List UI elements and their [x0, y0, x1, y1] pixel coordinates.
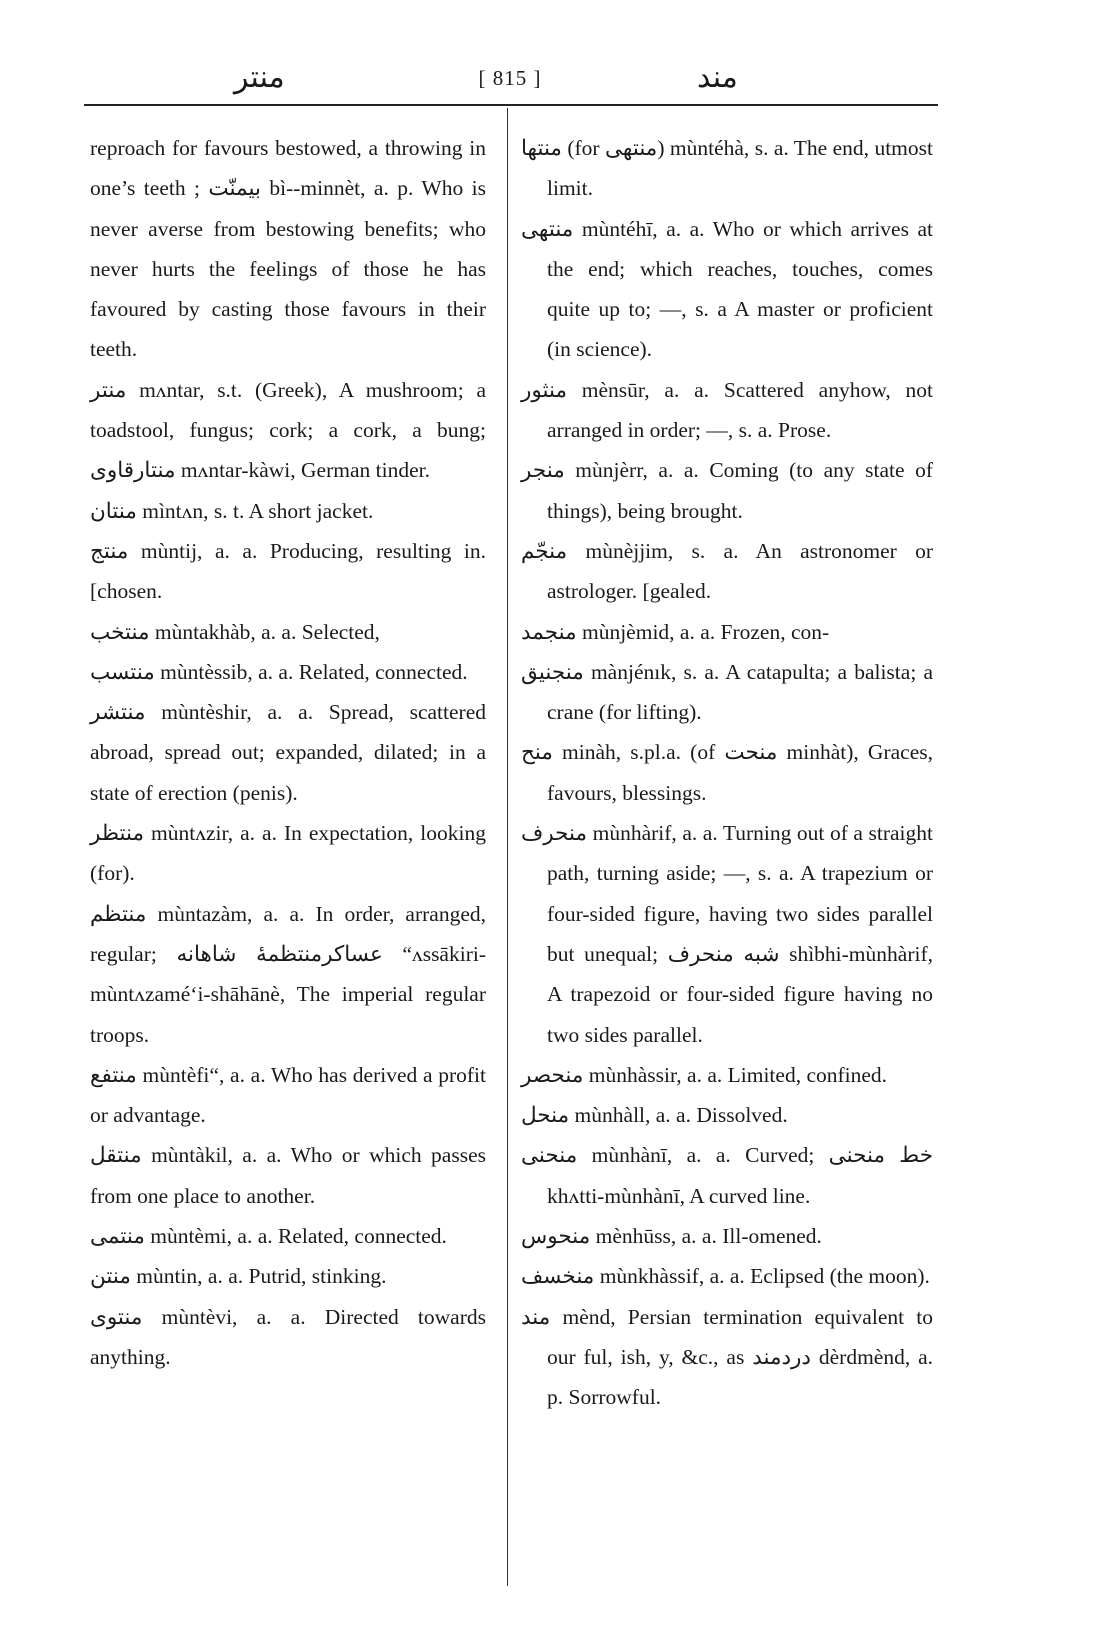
dictionary-entry: منخسف mùnkhàssif, a. a. Eclipsed (the moon).	[521, 1264, 930, 1289]
dictionary-entry: منجر mùnjèrr, a. a. Coming (to any state of things), being brought.	[521, 458, 933, 523]
dictionary-entry: منحرف mùnhàrif, a. a. Turning out of a straight path, turning aside; —, s. a. A trapezium or four-sided figure, having two sides parallel but unequal; شبه منحرف shìbhi-mùnhàrif, A trapezoid or four-sided figure having no two sides parallel.	[521, 821, 933, 1047]
dictionary-entry: منحل mùnhàll, a. a. Dissolved.	[521, 1103, 788, 1128]
dictionary-entry: منح minàh, s.pl.a. (of منحت minhàt), Graces, favours, blessings.	[521, 740, 933, 805]
left-catchword: منتر	[234, 61, 285, 94]
dictionary-entry: منتشر mùntèshir, a. a. Spread, scattered abroad, spread out; expanded, dilated; in a state of erection (penis).	[90, 700, 486, 805]
right-column	[521, 128, 933, 1418]
dictionary-entry: منتفع mùntèfi“, a. a. Who has derived a profit or advantage.	[90, 1062, 486, 1128]
page-number: [ 815 ]	[478, 66, 542, 90]
column-divider	[507, 108, 508, 1586]
header-rule	[84, 104, 938, 106]
running-header	[84, 60, 936, 104]
dictionary-entry: reproach for favours bestowed, a throwing in one’s teeth ; بيمنّت bì--minnèt, a. p. Who is never averse from bestowing benefits; who never hurts the feelings of those he has favoured by casting those favours in their teeth.	[90, 136, 486, 362]
dictionary-entry: منحوس mènhūss, a. a. Ill-omened.	[521, 1224, 822, 1249]
dictionary-entry: منتان mìntʌn, s. t. A short jacket.	[90, 498, 374, 523]
dictionary-entry: مند mènd, Persian termination equivalent to our ful, ish, y, &c., as دردمند dèrdmènd, a. p. Sorrowful.	[521, 1304, 933, 1410]
dictionary-entry: منحصر mùnhàssir, a. a. Limited, confined.	[521, 1062, 888, 1087]
dictionary-entry: منتظر mùntʌzir, a. a. In expectation, looking (for).	[90, 821, 486, 886]
dictionary-entry: منتخب mùntakhàb, a. a. Selected,	[90, 619, 380, 644]
dictionary-entry: منتسب mùntèssib, a. a. Related, connected.	[90, 659, 468, 684]
right-catchword: مند	[697, 61, 738, 94]
dictionary-entry: منتمى mùntèmi, a. a. Related, connected.	[90, 1224, 447, 1249]
dictionary-entry: منتهى mùntéhī, a. a. Who or which arrives at the end; which reaches, touches, comes quite up to; —, s. a A master or proficient (in science).	[521, 216, 933, 362]
dictionary-entry: منثور mènsūr, a. a. Scattered anyhow, not arranged in order; —, s. a. Prose.	[521, 377, 933, 443]
dictionary-entry: منتقل mùntàkil, a. a. Who or which passes from one place to another.	[90, 1143, 486, 1208]
dictionary-entry: منجنيق mànjénık, s. a. A catapulta; a balista; a crane (for lifting).	[521, 659, 933, 725]
dictionary-entry: منتر mʌntar, s.t. (Greek), A mushroom; a toadstool, fungus; cork; a cork, a bung; منتارقاوى mʌntar-kàwi, German tinder.	[90, 377, 486, 483]
dictionary-entry: منتج mùntij, a. a. Producing, resulting in. [chosen.	[90, 538, 486, 604]
left-column	[90, 128, 486, 1377]
dictionary-entry: منتظم mùntazàm, a. a. In order, arranged, regular; عساكرمنتظمهٔ شاهانه “ʌssākiri-mùntʌzamé‘i-shāhānè, The imperial regular troops.	[90, 901, 486, 1047]
dictionary-entry: منتوى mùntèvi, a. a. Directed towards anything.	[90, 1304, 486, 1369]
dictionary-entry: منجّم mùnèjjim, s. a. An astronomer or astrologer. [gealed.	[521, 538, 933, 604]
dictionary-entry: منتن mùntin, a. a. Putrid, stinking.	[90, 1264, 387, 1289]
dictionary-entry: منحنى mùnhànī, a. a. Curved; خط منحنى khʌtti-mùnhànī, A curved line.	[521, 1143, 933, 1208]
dictionary-entry: منجمد mùnjèmid, a. a. Frozen, con-	[521, 619, 830, 644]
dictionary-entry: منتها (for منتهى) mùntéhà, s. a. The end, utmost limit.	[521, 136, 933, 201]
